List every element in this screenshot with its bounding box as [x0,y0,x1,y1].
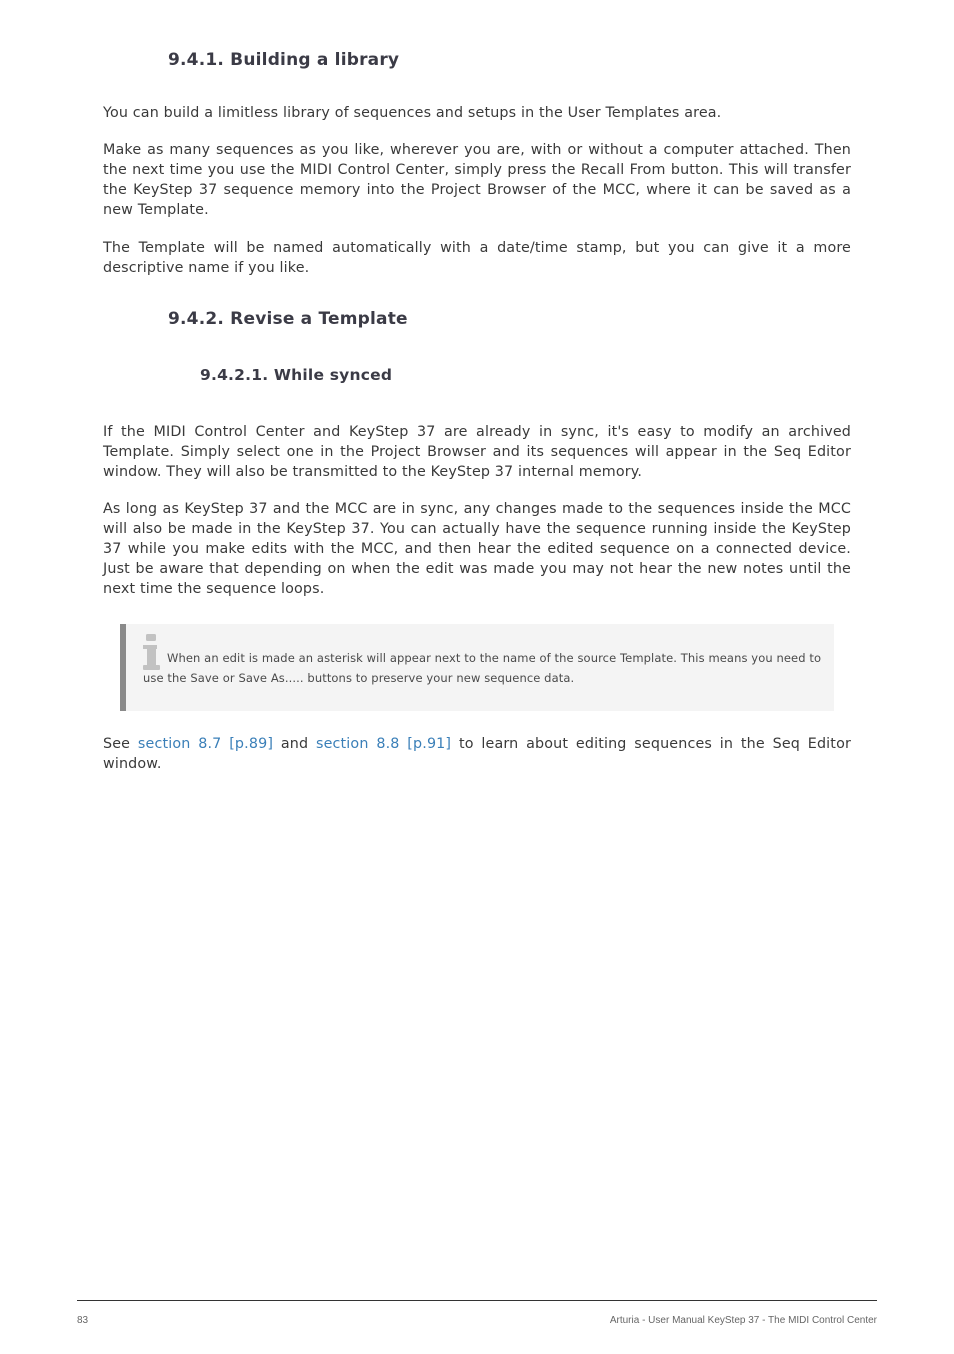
paragraph-template-naming: The Template will be named automatically with a date/time stamp, but you can give it a more descriptive name if you like. [103,240,851,276]
see-also-suffix: to learn about editing sequences in the Seq Editor window. [103,736,851,772]
paragraph-recall-from: Make as many sequences as you like, wherever you are, with or without a computer attached. Then the next time you use the MIDI Control Center, simply press the Recall From button. This will transfer the KeyStep 37 sequence memory into the Project Browser of the MCC, where it can be saved as a new Template. [103,142,851,218]
see-also-prefix: See [103,736,138,752]
footer-page-number: 83 [77,1315,89,1326]
link-section-8-8[interactable]: section 8.8 [p.91] [316,736,452,752]
section-heading-revise-template: 9.4.2. Revise a Template [168,309,408,329]
subsection-heading-while-synced: 9.4.2.1. While synced [200,366,393,384]
link-section-8-7[interactable]: section 8.7 [p.89] [137,736,274,752]
see-also-middle: and [273,736,316,752]
info-note-box [120,624,834,711]
footer-divider [77,1300,877,1301]
footer-document-title: Arturia - User Manual KeyStep 37 - The MIDI Control Center [609,1315,877,1326]
paragraph-sync-modify: If the MIDI Control Center and KeyStep 37 are already in sync, it's easy to modify an archived Template. Simply select one in the Project Browser and its sequences will appear in the Seq Editor window. They will also be transmitted to the KeyStep 37 internal memory. [103,424,851,480]
paragraph-library-intro: You can build a limitless library of sequences and setups in the User Templates area. [103,105,722,121]
paragraph-see-also [103,734,851,774]
info-note-text: When an edit is made an asterisk will appear next to the name of the source Template. This means you need to use the Save or Save As..... buttons to preserve your new sequence data. [143,651,822,685]
section-heading-building-library: 9.4.1. Building a library [168,50,400,70]
paragraph-sync-changes: As long as KeyStep 37 and the MCC are in sync, any changes made to the sequences inside the MCC will also be made in the KeyStep 37. You can actually have the sequence running inside the KeyStep 37 while you make edits with the MCC, and then hear the edited sequence on a connected device. Just be aware that depending on when the edit was made you may not hear the new notes until the next time the sequence loops. [103,501,851,597]
